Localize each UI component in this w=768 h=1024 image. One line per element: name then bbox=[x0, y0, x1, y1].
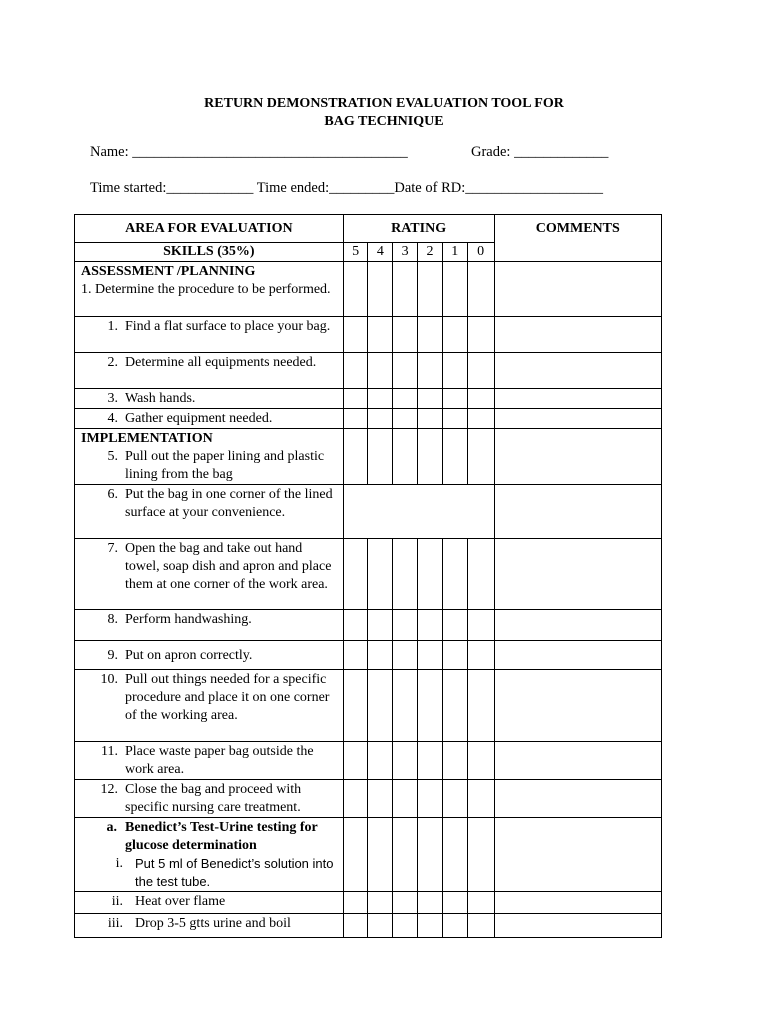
roman-item-text: Heat over flame bbox=[135, 894, 226, 909]
item-number: 3. bbox=[107, 391, 118, 406]
item-text: Place waste paper bag outside the work area. bbox=[125, 744, 314, 777]
table-row bbox=[75, 610, 662, 641]
table-row bbox=[75, 262, 662, 317]
item-text: Put the bag in one corner of the lined surface at your convenience. bbox=[125, 487, 333, 520]
subsection-letter: a. bbox=[106, 820, 117, 835]
item-text: Pull out things needed for a specific procedure and place it on one corner of the working area. bbox=[125, 672, 330, 723]
table-row bbox=[75, 914, 662, 938]
item-text: Determine all equipments needed. bbox=[125, 355, 317, 370]
skills-header: SKILLS (35%) bbox=[75, 243, 344, 262]
table-row bbox=[75, 539, 662, 610]
rating-2: 2 bbox=[418, 243, 443, 262]
item-text: Open the bag and take out hand towel, soap dish and apron and place them at one corner of the work area. bbox=[125, 541, 332, 592]
table-row bbox=[75, 892, 662, 914]
table-row bbox=[75, 641, 662, 670]
evaluation-table bbox=[74, 214, 662, 938]
item-text: Wash hands. bbox=[125, 391, 196, 406]
item-text: Find a flat surface to place your bag. bbox=[125, 319, 331, 334]
roman-item-text: Drop 3-5 gtts urine and boil bbox=[135, 916, 291, 931]
table-row bbox=[75, 485, 662, 539]
table-row bbox=[75, 409, 662, 429]
item-number: 9. bbox=[107, 647, 118, 663]
subsection-title: Benedict’s Test-Urine testing for glucose determination bbox=[125, 820, 318, 853]
roman-item-text: Put 5 ml of Benedict’s solution into the test tube. bbox=[135, 856, 334, 889]
item-text: Pull out the paper lining and plastic lining from the bag bbox=[125, 449, 325, 482]
item-number: 11. bbox=[101, 744, 118, 759]
table-row bbox=[75, 389, 662, 409]
table-row bbox=[75, 670, 662, 742]
item-number: 12. bbox=[100, 782, 118, 797]
item-number: 10. bbox=[100, 672, 118, 687]
table-row bbox=[75, 780, 662, 818]
item-number: 5. bbox=[107, 449, 118, 464]
item-number: 1. bbox=[107, 319, 118, 334]
item-number: 2. bbox=[107, 355, 118, 370]
item-number: 6. bbox=[107, 487, 118, 502]
intro-item: 1. Determine the procedure to be performed. bbox=[81, 282, 331, 297]
section-assessment-planning: ASSESSMENT /PLANNING bbox=[81, 264, 256, 279]
item-text: Gather equipment needed. bbox=[125, 411, 273, 426]
name-field: Name: ______________________________________ bbox=[90, 144, 408, 160]
comments-header: COMMENTS bbox=[494, 215, 661, 262]
roman-numeral: iii. bbox=[107, 916, 123, 931]
roman-numeral: i. bbox=[115, 856, 123, 871]
document-title-line-2: BAG TECHNIQUE bbox=[324, 114, 444, 129]
rating-5: 5 bbox=[343, 243, 368, 262]
table-header-row bbox=[75, 215, 662, 243]
item-number: 4. bbox=[107, 411, 118, 426]
table-row bbox=[75, 429, 662, 485]
item-number: 7. bbox=[107, 541, 118, 556]
roman-numeral: ii. bbox=[111, 894, 123, 909]
document-title-line-1: RETURN DEMONSTRATION EVALUATION TOOL FOR bbox=[204, 96, 564, 111]
rating-4: 4 bbox=[368, 243, 393, 262]
grade-field: Grade: _____________ bbox=[471, 144, 609, 160]
table-row bbox=[75, 742, 662, 780]
rating-1: 1 bbox=[442, 243, 467, 262]
rating-3: 3 bbox=[393, 243, 418, 262]
item-text: Close the bag and proceed with specific nursing care treatment. bbox=[125, 782, 302, 815]
item-number: 8. bbox=[107, 612, 118, 627]
rating-header: RATING bbox=[343, 215, 494, 243]
table-row bbox=[75, 818, 662, 892]
rating-0: 0 bbox=[467, 243, 494, 262]
item-text: Perform handwashing. bbox=[125, 612, 252, 627]
table-row bbox=[75, 353, 662, 389]
area-for-evaluation-header: AREA FOR EVALUATION bbox=[75, 215, 344, 243]
item-text: Put on apron correctly. bbox=[125, 647, 253, 663]
time-date-fields: Time started:____________ Time ended:_________Date of RD:___________________ bbox=[90, 180, 603, 196]
table-row bbox=[75, 317, 662, 353]
section-implementation: IMPLEMENTATION bbox=[81, 431, 213, 446]
